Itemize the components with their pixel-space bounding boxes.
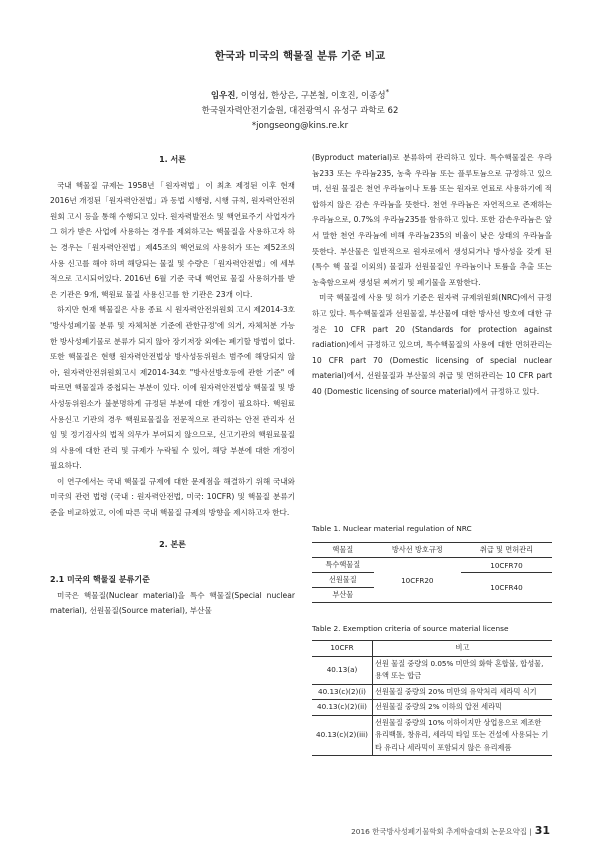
table-cell: 10CFR20 <box>374 558 461 603</box>
table-cell: 10CFR70 <box>461 558 552 573</box>
table-cell: 특수핵물질 <box>312 558 374 573</box>
body-paragraph-1-cont: (Byproduct material)로 분류하여 관리하고 있다. 특수핵물질은 우라늄233 또는 우라늄235, 농축 우라늄 또는 플루토늄으로 규정하고 있으며, 선원 물질은 천연 우라늄이나 토륨 또는 원자로 연료로 사용하기에 적합하지 않은 감손 우라늄을 뜻한다. 천연 우라늄은 자연적으로 존재하는 우라늄으로, 0.7%의 우라늄235를 함유하고 있다. 또한 감손우라늄은 앞서 말한 천연 우라늄에 비해 우라늄235의 비율이 낮은 상태의 우라늄을 뜻한다. 부산물은 일반적으로 원자로에서 생성되거나 방사성을 갖게 된 (특수 핵 물질 이외의) 물질과 선원물질인 우라늄이나 토륨을 추출 또는 농축함으로써 생성된 찌꺼기 및 폐기물을 포함한다. <box>312 153 552 287</box>
table-row <box>312 715 552 756</box>
table-row <box>312 684 552 700</box>
body-paragraph-2: 미국 핵물질에 사용 및 허가 기준은 원자력 규제위원회(NRC)에서 규정하고 있다. 특수핵물질과 선원물질, 부산물에 대한 방사선 방호에 대한 규정은 10 CFR part 20 (Standards for protection against radiation)에서 규정하고 있으며, 특수핵물질의 사용에 대한 면허관리는 10 CFR part 70 (Domestic licensing of special nuclear material)에서, 선원물질과 부산물의 취급 및 면허관리는 10 CFR part 40 (Domestic licensing of source material)에서 규정하고 있다. <box>312 293 552 396</box>
footer-text: 2016 한국방사성폐기물학회 추계학술대회 논문요약집 | <box>351 827 532 836</box>
table-cell: 선원물질 중량의 20% 미만의 유약처리 세라믹 식기 <box>373 684 553 700</box>
table-cell: 선원 물질 중량의 0.05% 미만의 화학 혼합물, 합성물, 용액 또는 합금 <box>373 656 553 684</box>
table1-caption: Table 1. Nuclear material regulation of NRC <box>312 524 472 533</box>
left-column <box>50 150 295 619</box>
table-cell: 선원물질 <box>312 573 374 588</box>
table-row <box>312 700 552 716</box>
intro-paragraph-2: 하지만 현재 핵물질은 사용 종료 시 원자력안전위원회 고시 제2014-3호 '방사성폐기물 분류 및 자체처분 기준에 관한규정'에 의거, 자체처분 가능한 방사성폐기물로 분류가 되지 않아 장기저장 외에는 폐기할 방법이 없다. 또한 핵물질은 현행 원자력안전법상 방사성동위원소 범주에 해당되지 않아, 원자력안전위원회고시 제2014-34호 "방사선방호등에 관한 기준" 에 따르면 핵물질과 중첩되는 부분이 있다. 이에 원자력안전법상 핵물질 및 방사성동위원소가 불분명하게 규정된 부분에 대한 개정이 필요하다. 핵원료 사용신고 기관의 경우 핵원료물질을 전문적으로 관리하는 안전 관리자 선임 및 정기검사의 법적 의무가 부여되지 않으므로, 신고기관의 핵원료물질의 사용에 대한 관리 및 규제가 누락될 수 있어, 해당 부분에 대한 개정이 필요하다. <box>50 305 295 471</box>
table-cell: 부산물 <box>332 590 354 599</box>
table-nrc-regulation <box>312 542 552 603</box>
table-header: 취급 및 면허관리 <box>461 543 552 558</box>
table-header: 방사선 방호규정 <box>374 543 461 558</box>
table-header: 핵물질 <box>312 543 374 558</box>
paper-title: 한국과 미국의 핵물질 분류 기준 비교 <box>214 50 386 62</box>
page-footer <box>351 824 550 837</box>
table-row <box>312 656 552 684</box>
table-header: 비고 <box>373 641 553 657</box>
table-cell: 40.13(c)(2)(iii) <box>312 715 373 756</box>
table-cell: 10CFR40 <box>490 583 523 592</box>
intro-paragraph-3: 이 연구에서는 국내 핵물질 규제에 대한 문제점을 해결하기 위해 국내와 미국의 관련 법령 (국내 : 원자력안전법, 미국: 10CFR) 및 핵물질 분류기준을 비교하였고, 이에 따른 국내 핵물질 규제의 방향을 제시하고자 한다. <box>50 476 295 518</box>
table-exemption-criteria <box>312 640 552 756</box>
table-cell: 40.13(c)(2)(ii) <box>312 700 373 716</box>
section-heading-intro: 1. 서론 <box>159 155 186 164</box>
right-column <box>312 150 552 400</box>
table-cell: 40.13(c)(2)(i) <box>312 684 373 700</box>
table-cell: 40.13(a) <box>312 656 373 684</box>
section-heading-body: 2. 본론 <box>159 539 186 549</box>
corresponding-mark: * <box>385 87 390 96</box>
page-number: 31 <box>534 824 550 837</box>
table-cell: 선원물질 중량의 2% 이하의 압전 세라믹 <box>373 700 553 716</box>
body-paragraph-1-start: 미국은 핵물질(Nuclear material)을 특수 핵물질(Special nuclear material), 선원물질(Source material), 부산물 <box>50 590 295 616</box>
intro-paragraph-1: 국내 핵물질 규제는 1958년「원자력법」이 최초 제정된 이후 현재 2016년 개정된「원자력안전법」과 동법 시행령, 시행 규칙, 원자력안전위원회 고시 등을 통해 수행되고 있다. 원자력발전소 및 핵연료주기 사업자가 그 허가 받은 사업에 사용하는 경우를 제외하고는 핵물질을 사용하고자 하는 경우는「원자력안전법」제45조의 핵연료의 사용허가 또는 제52조의 사용 신고를 해야 하며 해당되는 물질 및 수량은「원자력안전법」에 세부적으로 고시되어있다. 2016년 6월 기준 국내 핵연료 물질 사용허가를 받은 기관은 9개, 핵원료 물질 사용신고를 한 기관은 23개 이다. <box>50 180 295 299</box>
table-header: 10CFR <box>312 641 373 657</box>
coauthors: , 이영섭, 한상은, 구본철, 이호진, 이종성 <box>235 90 386 101</box>
affiliation: 한국원자력안전기술원, 대전광역시 유성구 과학로 62 <box>201 105 399 116</box>
table-cell: 선원물질 중량의 10% 이하이지만 상업용으로 제조한 유리백톨, 창유리, 세라믹 타일 또는 건설에 사용되는 기타 유리나 세라믹이 포함되지 않은 유리제품 <box>373 715 553 756</box>
subsection-heading: 2.1 미국의 핵물질 분류기준 <box>50 575 150 585</box>
author-line <box>0 84 600 104</box>
email: *jongseong@kins.re.kr <box>251 120 349 131</box>
lead-author: 임우진 <box>210 90 236 101</box>
author-block <box>0 84 600 134</box>
table2-caption: Table 2. Exemption criteria of source material license <box>312 624 509 633</box>
